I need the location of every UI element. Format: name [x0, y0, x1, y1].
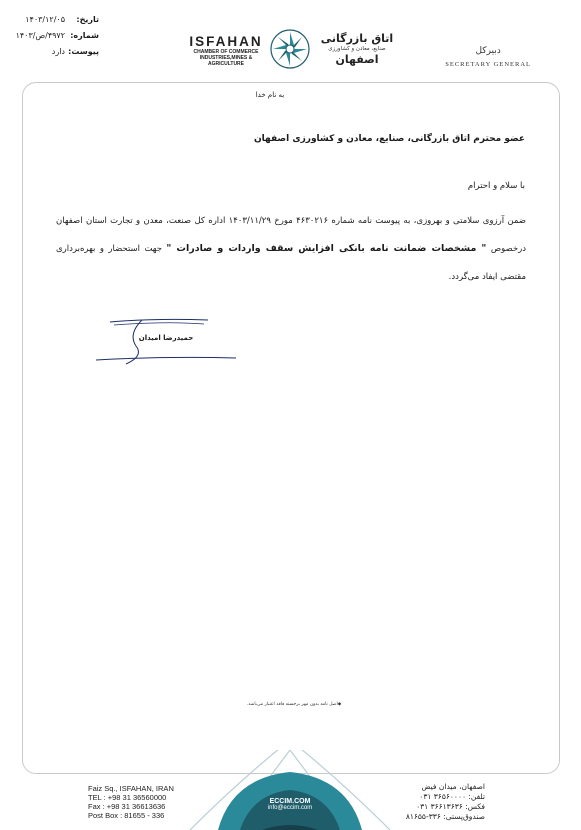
secretary-general-en: SECRETARY GENERAL: [445, 61, 531, 68]
secretary-general-fa: دبیرکل: [475, 46, 501, 56]
signature: [96, 316, 238, 366]
logo-fa-city: اصفهان: [335, 53, 379, 66]
logo-en-title: ISFAHAN: [189, 34, 263, 49]
meta-date-label: تاریخ:: [76, 15, 99, 24]
footer-email: info@eccim.com: [267, 805, 313, 811]
meta-attachment-value: دارد: [51, 47, 65, 56]
footer-en-line: Post Box : 81655 - 336: [88, 811, 165, 820]
meta-attachment-label: پیوست:: [68, 47, 99, 56]
secretary-general-heading: [445, 46, 531, 68]
letter-body-part2: جهت استحضار و بهره‌برداری مقتضی ایفاد می‌گردد.: [56, 244, 526, 282]
footer-en-line: Faiz Sq., ISFAHAN, IRAN: [88, 784, 174, 793]
greeting: با سلام و احترام: [467, 181, 525, 191]
footer-fa-line: اصفهان، میدان فیض: [421, 782, 485, 791]
meta-date-value: ۱۴۰۳/۱۲/۰۵: [25, 15, 65, 24]
invocation: به نام خدا: [255, 91, 285, 99]
logo-english: [183, 34, 269, 67]
meta-number: [9, 28, 99, 44]
chamber-logo: [183, 26, 401, 72]
meta-attachment: [9, 44, 99, 60]
footer: [0, 750, 581, 830]
footnote: [234, 702, 354, 707]
letter-subject: " مشخصات ضمانت نامه بانکی افزایش سقف واردات و صادرات ": [166, 243, 487, 254]
footer-address-fa: [406, 782, 485, 822]
signature-name: حمیدرضا امیدان: [138, 334, 194, 342]
chamber-emblem-icon: [269, 28, 311, 70]
meta-number-value: ۴۹۷۲/ص/۱۴۰۳: [15, 31, 65, 40]
footer-website: ECCIM.COM: [269, 798, 311, 805]
logo-fa-title: اتاق بازرگانی: [320, 32, 394, 45]
meta-date: [9, 12, 99, 28]
letter-body: [56, 207, 526, 291]
logo-persian: [313, 32, 401, 66]
meta-number-label: شماره:: [70, 31, 99, 40]
footer-fa-line: صندوق‌پستی: ۳۳۶-۸۱۶۵۵: [405, 812, 485, 821]
footer-en-line: TEL : +98 31 36560000: [88, 793, 167, 802]
footer-fa-line: فکس: ۳۶۶۱۳۶۳۶ ۰۳۱: [416, 802, 485, 811]
footer-web: [258, 798, 322, 811]
footer-fa-line: تلفن: ۳۶۵۶۰۰۰۰ ۰۳۱: [419, 792, 485, 801]
logo-en-line1: CHAMBER OF COMMERCE: [193, 49, 259, 55]
letter-body-part1: ضمن آرزوی سلامتی و بهروزی، به پیوست نامه شماره ۴۶۳۰۲۱۶ مورخ ۱۴۰۳/۱۱/۲۹ اداره کل صنعت، معدن و تجارت استان اصفهان درخصوص: [56, 216, 526, 254]
footnote-diamond-icon: ◆: [337, 702, 342, 707]
logo-en-line2: INDUSTRIES,MINES & AGRICULTURE: [199, 55, 253, 67]
addressee: عضو محترم اتاق بازرگانی، صنایع، معادن و کشاورزی اصفهان: [253, 134, 525, 144]
footer-address-en: [88, 784, 174, 820]
footer-en-line: Fax : +98 31 36613636: [88, 802, 166, 811]
footnote-text: اصل نامه بدون مهر برجسته فاقد اعتبار می‌باشد.: [246, 702, 338, 707]
letter-meta: [9, 12, 99, 60]
logo-fa-subtitle: صنایع، معادن و کشاورزی: [328, 46, 386, 52]
